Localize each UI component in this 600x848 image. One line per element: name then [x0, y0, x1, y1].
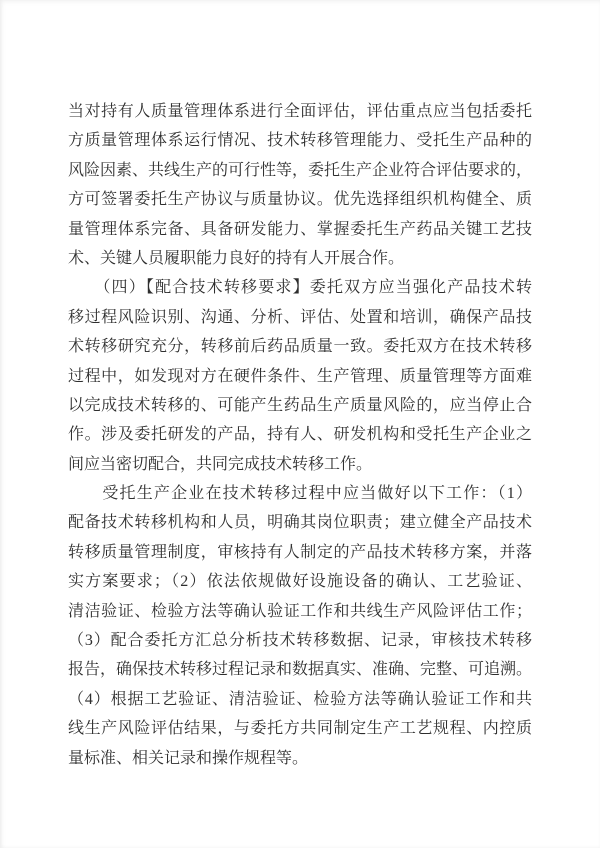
text-line: 间应当密切配合，共同完成技术转移工作。	[68, 455, 373, 473]
text-line: 量标准、相关记录和操作规程等。	[68, 749, 309, 767]
text-line: （4）根据工艺验证、清洁验证、检验方法等确认验证工作和共	[68, 690, 532, 708]
text-line: 移过程风险识别、沟通、分析、评估、处置和培训，确保产品技	[68, 308, 532, 326]
text-line: 线生产风险评估结果，与委托方共同制定生产工艺规程、内控质	[68, 720, 532, 738]
text-line: 术、关键人员履职能力良好的持有人开展合作。	[68, 249, 405, 267]
text-line: 报告，确保技术转移过程记录和数据真实、准确、完整、可追溯。	[68, 661, 532, 679]
text-line: 以完成技术转移的、可能产生药品生产质量风险的，应当停止合	[68, 396, 532, 414]
text-line: 作。涉及委托研发的产品，持有人、研发机构和受托生产企业之	[68, 426, 532, 444]
text-line: 受托生产企业在技术转移过程中应当做好以下工作：（1）	[68, 485, 532, 503]
text-line: 当对持有人质量管理体系进行全面评估，评估重点应当包括委托	[68, 103, 532, 120]
document-text-block	[68, 97, 532, 773]
text-line: 方可签署委托生产协议与质量协议。优先选择组织机构健全、质	[68, 191, 532, 209]
text-line: （四）【配合技术转移要求】委托双方应当强化产品技术转	[68, 279, 532, 297]
text-line: 转移质量管理制度，审核持有人制定的产品技术转移方案，并落	[68, 543, 532, 561]
text-line: 清洁验证、检验方法等确认验证工作和共线生产风险评估工作；	[68, 602, 532, 620]
text-line: 量管理体系完备、具备研发能力、掌握委托生产药品关键工艺技	[68, 220, 532, 238]
text-line: 过程中，如发现对方在硬件条件、生产管理、质量管理等方面难	[68, 367, 532, 385]
text-line: 实方案要求；（2）依法依规做好设施设备的确认、工艺验证、	[68, 573, 532, 591]
text-line: 方质量管理体系运行情况、技术转移管理能力、受托生产品种的	[68, 132, 532, 150]
text-line: 配备技术转移机构和人员，明确其岗位职责；建立健全产品技术	[68, 514, 532, 532]
text-line: （3）配合委托方汇总分析技术转移数据、记录，审核技术转移	[68, 632, 532, 650]
text-line: 风险因素、共线生产的可行性等，委托生产企业符合评估要求的，	[68, 161, 532, 179]
text-line: 术转移研究充分，转移前后药品质量一致。委托双方在技术转移	[68, 338, 532, 356]
